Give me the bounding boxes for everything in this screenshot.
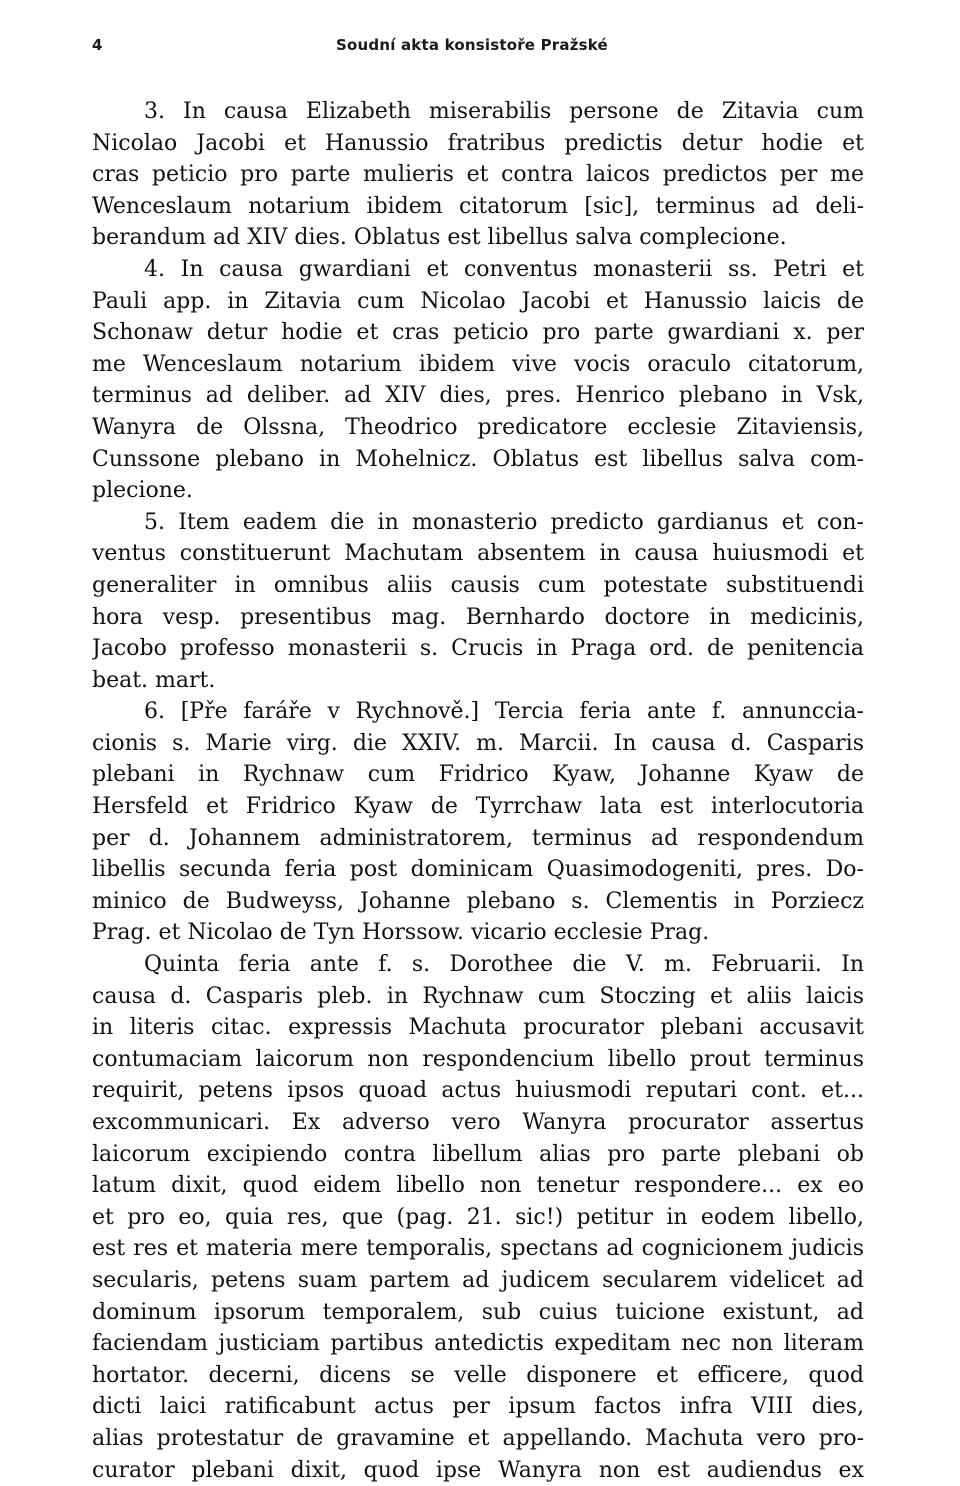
text-line: est res et materia mere temporalis, spectans ad cognicionem judicis	[92, 1236, 864, 1262]
text-line: Quinta feria ante f. s. Dorothee die V. m. Februarii. In	[144, 952, 864, 978]
text-line: 3. In causa Elizabeth miserabilis persone de Zitavia cum	[144, 99, 864, 124]
text-line: Schonaw detur hodie et cras peticio pro parte gwardiani x. per	[92, 320, 864, 346]
text-line: alias protestatur de gravamine et appellando. Machuta vero pro-	[92, 1425, 864, 1451]
text-line: in literis citac. expressis Machuta procurator plebani accusavit	[92, 1015, 864, 1041]
text-line: et pro eo, quia res, que (pag. 21. sic!) petitur in eodem libello,	[92, 1204, 864, 1230]
text-line: secularis, petens suam partem ad judicem secularem videlicet ad	[92, 1267, 864, 1293]
text-line: Prag. et Nicolao de Tyn Horssow. vicario ecclesie Prag.	[92, 920, 710, 946]
text-line: cionis s. Marie virg. die XXIV. m. Marcii. In causa d. Casparis	[92, 730, 864, 756]
text-line: Jacobo professo monasterii s. Crucis in Praga ord. de penitencia	[92, 636, 864, 662]
text-line: Wenceslaum notarium ibidem citatorum [sic], terminus ad deli-	[92, 193, 864, 219]
document-page	[92, 36, 864, 1486]
text-line: libellis secunda feria post dominicam Quasimodogeniti, pres. Do-	[92, 857, 864, 883]
text-line: Pauli app. in Zitavia cum Nicolao Jacobi et Hanussio laicis de	[92, 288, 864, 314]
text-line: excommunicari. Ex adverso vero Wanyra procurator assertus	[92, 1110, 864, 1135]
text-line: hora vesp. presentibus mag. Bernhardo doctore in medicinis,	[92, 604, 864, 630]
text-line: latum dixit, quod eidem libello non tenetur respondere... ex eo	[92, 1173, 864, 1199]
text-line: terminus ad deliber. ad XIV dies, pres. Henrico plebano in Vsk,	[92, 383, 864, 409]
text-line: cras peticio pro parte mulieris et contra laicos predictos per me	[92, 162, 864, 188]
text-line: Nicolao Jacobi et Hanussio fratribus predictis detur hodie et	[92, 130, 864, 156]
text-line: Wanyra de Olssna, Theodrico predicatore ecclesie Zitaviensis,	[92, 414, 864, 440]
text-line: 6. [Pře faráře v Rychnově.] Tercia feria ante f. annunccia-	[144, 699, 864, 725]
text-line: causa d. Casparis pleb. in Rychnaw cum Stoczing et aliis laicis	[92, 983, 864, 1009]
text-line: 4. In causa gwardiani et conventus monasterii ss. Petri et	[144, 256, 864, 282]
text-line: dicti laici ratificabunt actus per ipsum factos infra VIII dies,	[92, 1394, 864, 1420]
text-line: curator plebani dixit, quod ipse Wanyra non est audiendus ex	[92, 1457, 864, 1483]
text-line: generaliter in omnibus aliis causis cum potestate substituendi	[92, 572, 864, 598]
page-number: 4	[92, 36, 103, 54]
text-line: laicorum excipiendo contra libellum alias pro parte plebani ob	[92, 1141, 864, 1167]
text-line: berandum ad XIV dies. Oblatus est libellus salva complecione.	[92, 225, 787, 251]
text-line: Cunssone plebano in Mohelnicz. Oblatus est libellus salva com-	[92, 446, 864, 472]
text-line: minico de Budweyss, Johanne plebano s. Clementis in Porziecz	[92, 888, 864, 914]
text-line: hortator. decerni, dicens se velle disponere et efficere, quod	[92, 1362, 864, 1388]
body-text	[92, 96, 864, 1486]
text-line: plebani in Rychnaw cum Fridrico Kyaw, Johanne Kyaw de	[92, 762, 864, 788]
text-line: 5. Item eadem die in monasterio predicto gardianus et con-	[144, 509, 864, 535]
text-line: contumaciam laicorum non respondencium libello prout terminus	[92, 1046, 864, 1072]
running-head	[92, 36, 864, 70]
text-line: dominum ipsorum temporalem, sub cuius tuicione existunt, ad	[92, 1299, 864, 1325]
running-title: Soudní akta konsistoře Pražské	[336, 36, 608, 54]
text-line: ventus constituerunt Machutam absentem in causa huiusmodi et	[92, 541, 864, 567]
text-line: per d. Johannem administratorem, terminus ad respondendum	[92, 825, 864, 851]
text-line: faciendam justiciam partibus antedictis expeditam nec non literam	[92, 1331, 864, 1357]
text-line: plecione.	[92, 478, 193, 504]
text-line: me Wenceslaum notarium ibidem vive vocis oraculo citatorum,	[92, 351, 864, 377]
text-line: requirit, petens ipsos quoad actus huiusmodi reputari cont. et...	[92, 1078, 864, 1104]
text-line: beat. mart.	[92, 667, 216, 693]
text-line: Hersfeld et Fridrico Kyaw de Tyrrchaw lata est interlocutoria	[92, 794, 864, 820]
